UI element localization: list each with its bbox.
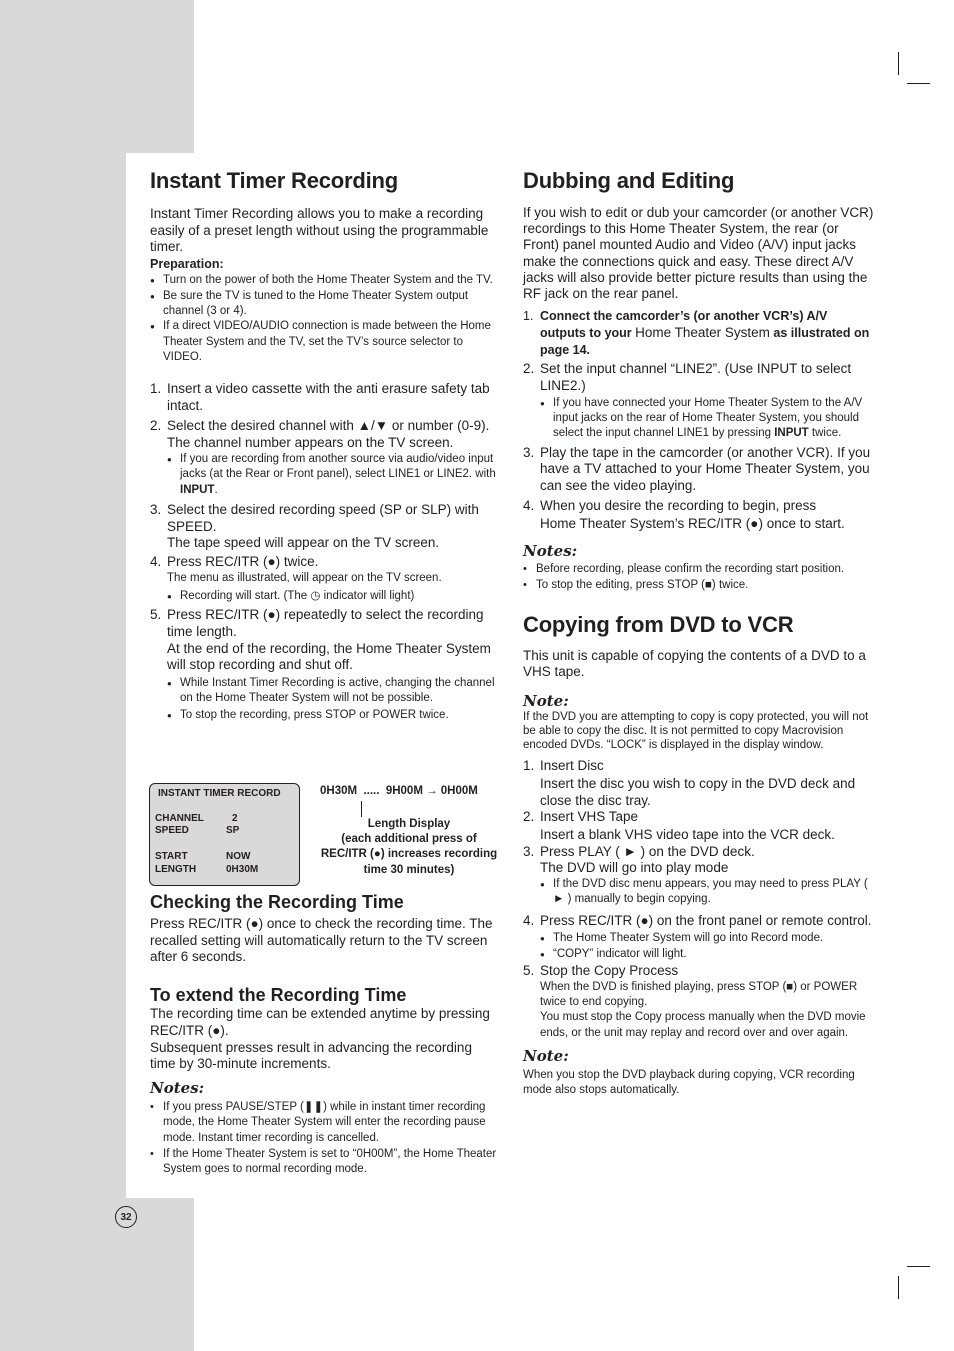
list-item: ● If you have connected your Home Theater System to the A/V input jacks on the rear of Home Theater System, you should select the input channel LINE1 by pressing INPUT twice. — [540, 396, 875, 442]
check-title: Checking the Recording Time — [150, 892, 404, 912]
osd-length-value: 0H30M — [226, 864, 259, 875]
step-5: 5. Stop the Copy Process When the DVD is finished playing, press STOP (■) or POWER twice to end copying. You must stop the Copy process manually when the DVD movie ends, or the unit may replay and record over and over again. — [523, 962, 866, 1039]
left-column-lower — [150, 892, 500, 1177]
extend-text-2: Subsequent presses result in advancing the recording time by 30-minute increments. — [150, 1039, 472, 1072]
dubbing-intro: If you wish to edit or dub your camcorder (or another VCR) recordings to this Home Theater System, the rear (or Front) panel mounted Audio and Video (A/V) input jacks make the connections quick and easy. These direct A/V jacks will also provide better picture results than using the RF jack on the rear panel. — [523, 205, 874, 302]
osd-title: INSTANT TIMER RECORD — [158, 788, 281, 799]
preparation-label: Preparation: — [150, 257, 224, 272]
crop-mark — [898, 1276, 899, 1299]
list-item: ● Be sure the TV is tuned to the Home Theater System output channel (3 or 4). — [150, 289, 500, 320]
final-note: When you stop the DVD playback during copying, VCR recording mode also stops automatically. — [523, 1068, 855, 1096]
osd-start-value: NOW — [226, 851, 251, 862]
extend-title: To extend the Recording Time — [150, 985, 407, 1006]
list-item: ● If you are recording from another source via audio/video input jacks (at the Rear or Front panel), select LINE1 or LINE2. with INPUT. — [167, 452, 500, 498]
step-2: 2. Insert VHS Tape Insert a blank VHS video tape into the VCR deck. — [523, 809, 835, 842]
margin-block-left — [0, 153, 126, 1198]
section-title: Instant Timer Recording — [150, 168, 399, 193]
crop-mark — [898, 52, 899, 75]
notes-list — [150, 1100, 500, 1177]
callout-line — [361, 801, 362, 817]
step-2: 2. Set the input channel “LINE2”. (Use INPUT to select LINE2.) ● If you have connected your Home Theater System to the A/V input jacks on the rear of Home Theater System, you should select the input channel LINE1 by pressing INPUT twice. — [523, 361, 875, 441]
crop-mark — [907, 1266, 930, 1267]
step-1: 1. Connect the camcorder’s (or another VCR’s) A/V outputs to your Home Theater System as illustrated on page 14. — [523, 309, 870, 357]
step-3: 3. Select the desired recording speed (SP or SLP) with SPEED. The tape speed will appear on the TV screen. — [150, 501, 479, 551]
dubbing-title: Dubbing and Editing — [523, 168, 735, 193]
step-4: 4. Press REC/ITR (●) twice. The menu as illustrated, will appear on the TV screen. ● Recording will start. (The ◷ indicator will light) — [150, 554, 500, 604]
list-item: • Before recording, please confirm the recording start position. — [523, 562, 875, 577]
list-item: ● The Home Theater System will go into Record mode. — [540, 931, 875, 946]
check-text: Press REC/ITR (●) once to check the recording time. The recalled setting will automatically return to the TV screen after 6 seconds. — [150, 916, 493, 965]
osd-channel-value: 2 — [232, 813, 238, 824]
extend-text: The recording time can be extended anytime by pressing REC/ITR (●). — [150, 1006, 490, 1038]
copy-title: Copying from DVD to VCR — [523, 611, 794, 637]
list-item: • If the Home Theater System is set to “0H00M”, the Home Theater System goes to normal recording mode. — [150, 1147, 500, 1178]
list-item: ● If a direct VIDEO/AUDIO connection is made between the Home Theater System and the TV, set the TV’s source selector to VIDEO. — [150, 319, 500, 365]
osd-length-label: LENGTH — [155, 864, 197, 875]
copy-note: If the DVD you are attempting to copy is copy protected, you will not be able to copy the disc. It is not permitted to copy Macrovision encoded DVDs. “LOCK” is displayed in the display window. — [523, 711, 869, 752]
step-3: 3. Play the tape in the camcorder (or another VCR). If you have a TV attached to your Home Theater System, you can see the video playing. — [523, 444, 871, 494]
list-item: ● To stop the recording, press STOP or POWER twice. — [167, 708, 500, 723]
left-column — [150, 168, 500, 723]
length-caption: Length Display (each additional press of REC/ITR (●) increases recording time 30 minutes) — [320, 818, 498, 876]
list-item: ● While Instant Timer Recording is active, changing the channel on the Home Theater System will not be possible. — [167, 676, 500, 707]
step-4: 4. Press REC/ITR (●) on the front panel or remote control. ● The Home Theater System will go into Record mode. ● “COPY” indicator will light. — [523, 913, 875, 962]
step-2: 2. Select the desired channel with ▲/▼ or number (0-9). The channel number appears on the TV screen. ● If you are recording from another source via audio/video input jacks (at the Rear or Front panel), select LINE1 or LINE2. with INPUT. — [150, 418, 500, 498]
step-1: 1. Insert Disc Insert the disc you wish to copy in the DVD deck and close the disc tray. — [523, 758, 856, 808]
dubbing-steps — [523, 308, 875, 533]
right-column — [523, 168, 875, 1098]
final-note-title: Note: — [523, 1046, 569, 1065]
list-item: • To stop the editing, press STOP (■) twice. — [523, 578, 875, 593]
step-4: 4. When you desire the recording to begin, press Home Theater System’s REC/ITR (●) once to start. — [523, 497, 845, 532]
osd-start-label: START — [155, 851, 188, 862]
list-item: ● Turn on the power of both the Home Theater System and the TV. — [150, 273, 500, 288]
dubbing-notes-title: Notes: — [523, 542, 578, 561]
crop-mark — [907, 83, 930, 84]
step-1: 1. Insert a video cassette with the anti erasure safety tab intact. — [150, 381, 490, 413]
copy-steps — [523, 758, 875, 1041]
list-item: ● “COPY” indicator will light. — [540, 947, 875, 962]
osd-speed-label: SPEED — [155, 825, 189, 836]
osd-channel-label: CHANNEL — [155, 813, 204, 824]
intro-text: Instant Timer Recording allows you to make a recording easily of a preset length without using the programmable timer. — [150, 206, 489, 255]
copy-note-title: Note: — [523, 692, 569, 711]
instant-timer-osd — [149, 783, 300, 886]
preparation-list — [150, 273, 500, 365]
length-sequence: 0H30M ..... 9H00M → 0H00M — [320, 785, 478, 797]
step-5: 5. Press REC/ITR (●) repeatedly to select the recording time length. At the end of the recording, the Home Theater System will stop recording and shut off. ● While Instant Timer Recording is active, changing the channel on the Home Theater System will not be possible. ● To stop the recording, press STOP or POWER twice. — [150, 607, 500, 723]
step-3: 3. Press PLAY ( ► ) on the DVD deck. The DVD will go into play mode ● If the DVD disc menu appears, you may need to press PLAY ( ► ) manually to begin copying. — [523, 844, 875, 908]
list-item: ● If the DVD disc menu appears, you may need to press PLAY ( ► ) manually to begin copying. — [540, 877, 875, 908]
list-item: • If you press PAUSE/STEP (❚❚) while in instant timer recording mode, the Home Theater System will enter the recording pause mode. Instant timer recording is cancelled. — [150, 1100, 500, 1146]
osd-speed-value: SP — [226, 825, 240, 836]
copy-intro: This unit is capable of copying the contents of a DVD to a VHS tape. — [523, 647, 866, 680]
margin-block-top — [0, 0, 194, 153]
margin-block-bottom — [0, 1198, 194, 1351]
steps-list — [150, 381, 500, 723]
dubbing-notes — [523, 562, 875, 594]
list-item: ● Recording will start. (The ◷ indicator will light) — [167, 589, 500, 604]
notes-title: Notes: — [150, 1078, 205, 1097]
page-number: 32 — [115, 1206, 137, 1228]
